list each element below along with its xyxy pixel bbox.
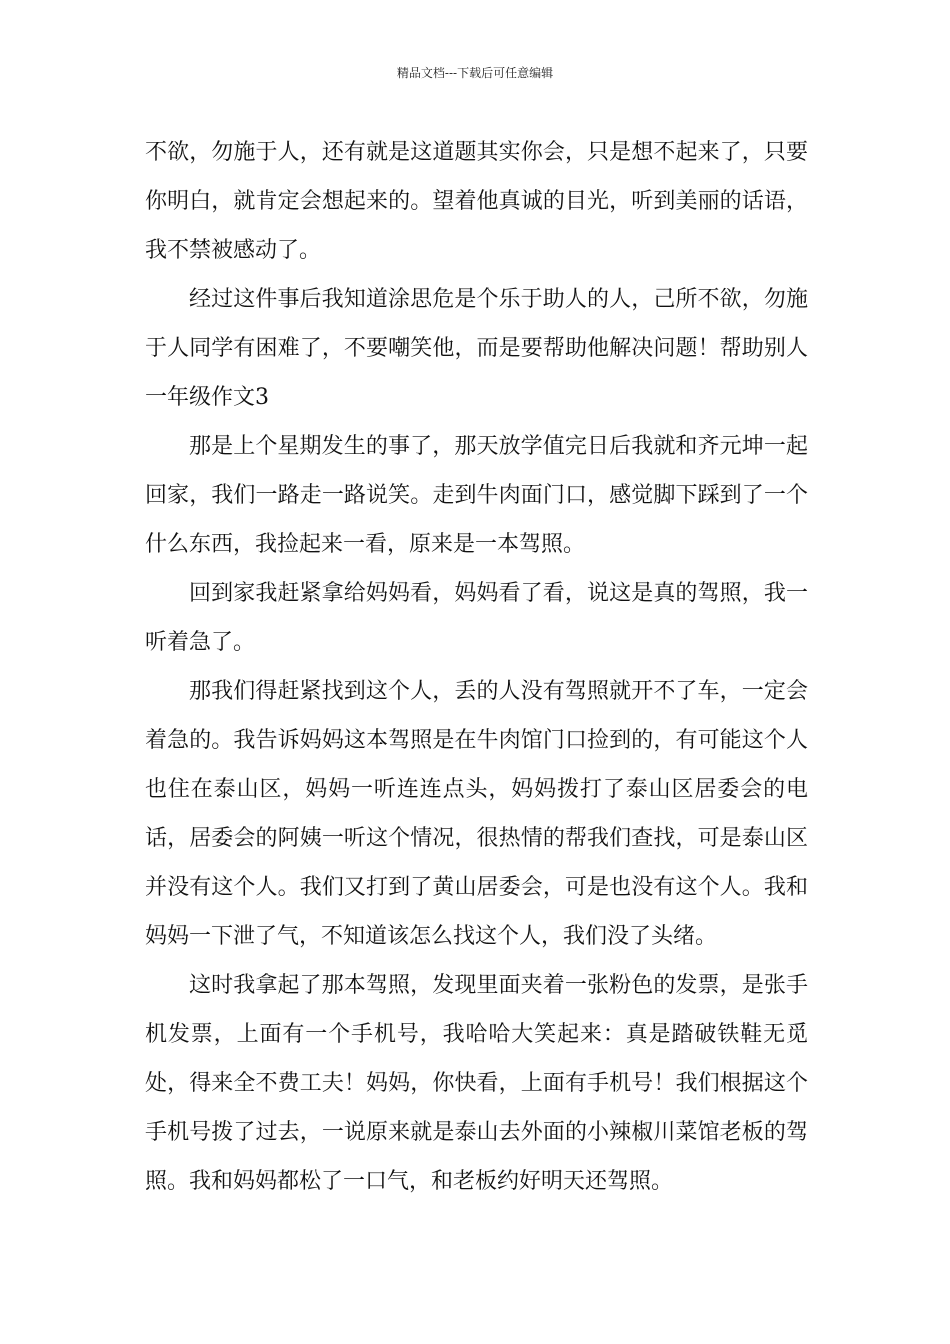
paragraph-3: 那是上个星期发生的事了，那天放学值完日后我就和齐元坤一起回家，我们一路走一路说笑。走到牛肉面门口，感觉脚下踩到了一个什么东西，我捡起来一看，原来是一本驾照。	[145, 434, 808, 557]
paragraph-2: 经过这件事后我知道涂思危是个乐于助人的人，己所不欲，勿施于人同学有困难了，不要嘲笑他，而是要帮助他解决问题！帮助别人一年级作文3	[145, 287, 808, 410]
page-header: 精品文档---下载后可任意编辑	[396, 66, 554, 80]
paragraph-5: 那我们得赶紧找到这个人，丢的人没有驾照就开不了车，一定会着急的。我告诉妈妈这本驾照是在牛肉馆门口捡到的，有可能这个人也住在泰山区，妈妈一听连连点头，妈妈拨打了泰山区居委会的电话，居委会的阿姨一听这个情况，很热情的帮我们查找，可是泰山区并没有这个人。我们又打到了黄山居委会，可是也没有这个人。我和妈妈一下泄了气，不知道该怎么找这个人，我们没了头绪。	[145, 679, 808, 949]
paragraph-1: 不欲，勿施于人，还有就是这道题其实你会，只是想不起来了，只要你明白，就肯定会想起来的。望着他真诚的目光，听到美丽的话语，我不禁被感动了。	[145, 140, 808, 263]
paragraph-6: 这时我拿起了那本驾照，发现里面夹着一张粉色的发票，是张手机发票，上面有一个手机号，我哈哈大笑起来：真是踏破铁鞋无觅处，得来全不费工夫！妈妈，你快看，上面有手机号！我们根据这个手机号拨了过去，一说原来就是泰山去外面的小辣椒川菜馆老板的驾照。我和妈妈都松了一口气，和老板约好明天还驾照。	[145, 973, 808, 1194]
paragraph-4: 回到家我赶紧拿给妈妈看，妈妈看了看，说这是真的驾照，我一听着急了。	[145, 581, 808, 655]
document-body	[145, 128, 808, 1206]
